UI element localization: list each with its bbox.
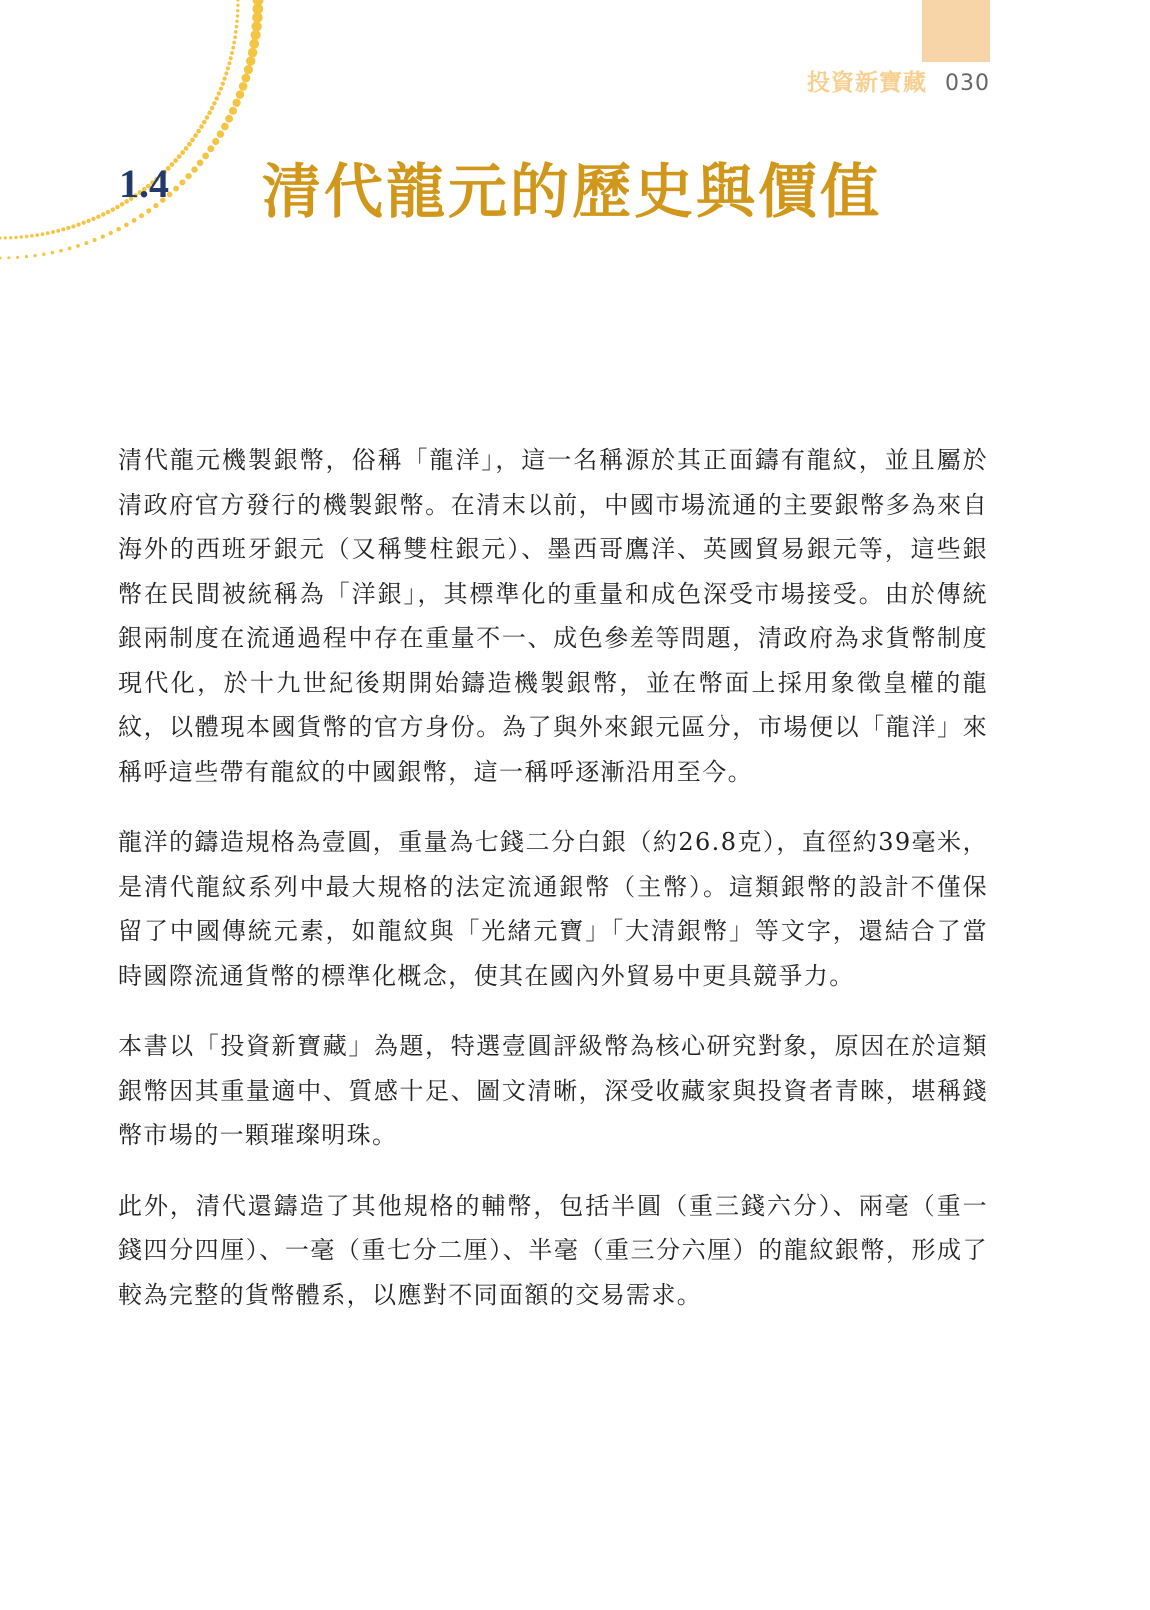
arc-dot [217,91,221,95]
arc-dot [86,219,90,223]
arc-dot [234,30,238,34]
arc-dot [236,9,239,12]
arc-dot [249,39,259,49]
arc-dot [116,227,121,232]
arc-dot [25,255,28,258]
arc-dot [202,120,207,125]
arc-dot [205,115,210,120]
arc-dot [146,208,151,213]
arc-dot [173,158,178,163]
paragraph: 本書以「投資新寶藏」為題，特選壹圓評級幣為核心研究對象，原因在於這類銀幣因其重量適中、質感十足、圖文清晰，深受收藏家與投資者青睞，堪稱錢幣市場的一顆璀璨明珠。 [118,1032,988,1149]
arc-dot [251,30,261,40]
arc-dot [41,232,45,236]
arc-dot [71,224,75,228]
page-number: 030 [945,71,990,96]
arc-dot [223,77,227,81]
arc-dot [35,233,39,237]
arc-dot [139,213,144,218]
arc-dot [0,257,2,260]
arc-dot [190,138,195,143]
arc-dot [196,129,201,134]
arc-dot [210,106,215,111]
paragraph: 清代龍元機製銀幣，俗稱「龍洋」，這一名稱源於其正面鑄有龍紋，並且屬於清政府官方發行的機製銀幣。在清末以前，中國市場流通的主要銀幣多為來自海外的西班牙銀元（又稱雙柱銀元）、墨西哥鷹洋、英國貿易銀元等，這些銀幣在民間被統稱為「洋銀」，其標準化的重量和成色深受市場接受。由於傳統銀兩制度在流通過程中存在重量不一、成色參差等問題，清政府為求貨幣制度現代化，於十九世紀後期開始鑄造機製銀幣，並在幣面上採用象徵皇權的龍紋，以體現本國貨幣的官方身份。為了與外來銀元區分，市場便以「龍洋」來稱呼這些帶有龍紋的中國銀幣，這一稱呼逐漸沿用至今。 [118,446,988,786]
arc-dot [221,123,229,131]
arc-dot [14,236,17,239]
arc-dot [224,71,228,75]
arc-dot [56,229,60,233]
arc-dot [111,207,116,212]
arc-dot [191,166,197,172]
arc-dot [46,231,50,235]
arc-dot [221,81,225,85]
arc-dot [9,236,12,239]
arc-dot [59,249,63,253]
arc-dot [212,101,216,105]
arc-dot [236,14,239,17]
arc-dot [101,234,105,238]
arc-dot [253,0,264,6]
arc-dot [180,150,185,155]
arc-dot [241,74,250,83]
arc-dot [77,223,81,227]
arc-dot [207,111,212,116]
arc-dot [42,253,45,256]
arc-dot [248,48,258,58]
arc-dot [231,46,235,50]
arc-dot [33,254,36,257]
arc-dot [236,0,239,2]
arc-dot [229,56,233,60]
arc-dot [212,138,219,145]
running-header [807,64,990,97]
arc-dot [76,244,80,248]
arc-dot [173,186,179,192]
arc-dot [81,221,85,225]
book-title: 投資新寶藏 [807,69,927,96]
arc-dot [101,212,105,216]
arc-dot [184,146,189,151]
arc-dot [232,41,236,45]
arc-dot [124,223,129,228]
paragraph: 龍洋的鑄造規格為壹圓，重量為七錢二分白銀（約26.8克），直徑約39毫米，是清代龍紋系列中最大規格的法定流通銀幣（主幣）。這類銀幣的設計不僅保留了中國傳統元素，如龍紋與「光緒元寶」「大清銀幣」等文字，還結合了當時國際流通貨幣的標準化概念，使其在國內外貿易中更具競爭力。 [118,828,988,990]
arc-dot [96,215,100,219]
arc-dot [217,130,224,137]
arc-dot [236,90,244,98]
arc-dot [199,124,204,129]
paragraph: 此外，清代還鑄造了其他規格的輔幣，包括半圓（重三錢六分）、兩毫（重一錢四分四厘）、一毫（重七分二厘）、半毫（重三分六厘）的龍紋銀幣，形成了較為完整的貨幣體系，以應對不同面額的交易需求。 [118,1191,988,1309]
arc-dot [30,234,34,238]
arc-dot [226,66,230,70]
arc-dot [251,21,261,31]
arc-dot [187,142,192,147]
arc-dot [61,227,65,231]
arc-dot [207,145,214,152]
arc-dot [106,210,111,215]
arc-dot [93,238,97,242]
arc-dot [91,217,95,221]
arc-dot [225,115,233,123]
arc-dot [68,247,72,251]
chapter-title: 清代龍元的歷史與價值 [262,157,883,226]
arc-dot [177,154,182,159]
arc-dot [244,65,253,74]
arc-dot [235,20,238,23]
dotted-arc-decoration [0,0,300,300]
arc-dot [227,61,231,65]
arc-dot [84,241,88,245]
arc-dot [233,35,237,39]
arc-dot [170,162,175,167]
arc-dot [215,96,219,100]
arc-dot [0,236,2,239]
arc-dot [185,173,191,179]
arc-dot [132,218,137,223]
arc-dot [193,133,198,138]
arc-dot [202,153,209,160]
page-edge-tab [922,0,990,62]
arc-dot [4,236,7,239]
section-number: 1.4 [119,161,169,206]
arc-dot [51,230,55,234]
body-text [118,438,988,1343]
arc-dot [109,231,113,235]
arc-dot [16,256,19,259]
arc-dot [197,160,204,167]
arc-dot [20,235,23,238]
arc-dot [25,235,29,239]
arc-dot [235,25,239,29]
arc-dot [66,226,70,230]
arc-dot [219,86,223,90]
arc-dot [232,99,240,107]
dotted-arc-outer [0,0,264,260]
arc-dot [246,56,255,65]
arc-dot [51,251,54,254]
arc-dot [229,107,237,115]
arc-dot [7,256,10,259]
arc-dot [230,51,234,55]
arc-dot [236,4,239,7]
arc-dot [179,179,185,185]
arc-dot [239,82,248,91]
